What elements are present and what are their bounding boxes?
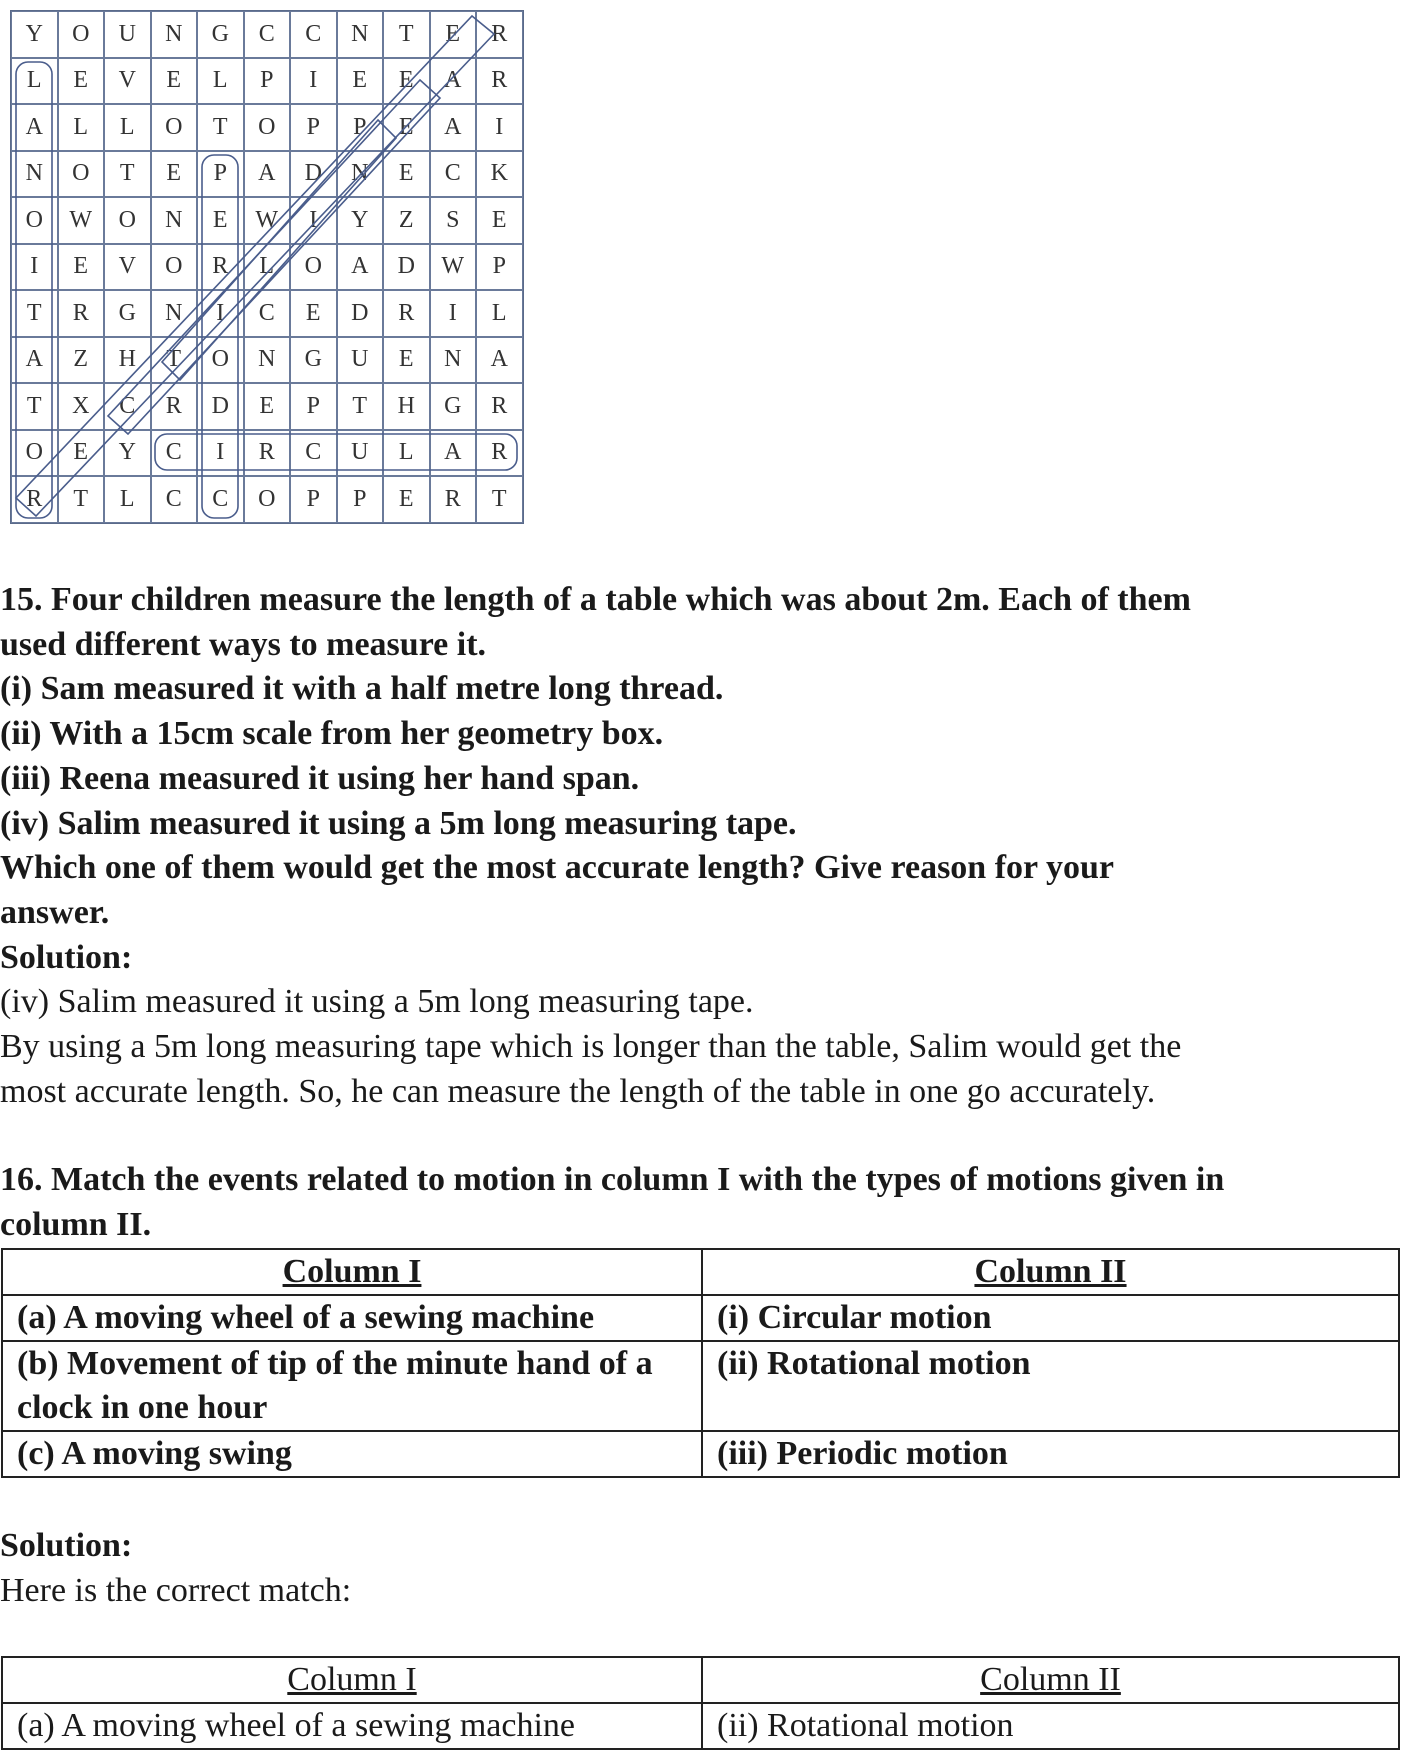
grid-cell: C: [151, 430, 198, 477]
grid-cell: P: [197, 151, 244, 198]
grid-cell: A: [11, 337, 58, 384]
grid-cell: V: [104, 58, 151, 105]
match-table: [1, 1248, 1400, 1478]
grid-cell: W: [430, 244, 477, 291]
grid-cell: O: [58, 11, 105, 58]
grid-cell: L: [104, 104, 151, 151]
grid-cell: V: [104, 244, 151, 291]
q15-line: answer.: [0, 893, 110, 931]
q15-solution-line: By using a 5m long measuring tape which is longer than the table, Salim would get the: [0, 1028, 1182, 1066]
grid-cell: T: [11, 290, 58, 337]
grid-cell: A: [476, 337, 523, 384]
q16-solution-label: Solution:: [0, 1527, 133, 1564]
q16-solution-intro: Here is the correct match:: [0, 1571, 352, 1609]
grid-cell: H: [104, 337, 151, 384]
grid-cell: O: [244, 104, 291, 151]
q15-option-i: (i) Sam measured it with a half metre long thread.: [0, 670, 724, 708]
grid-cell: A: [337, 244, 384, 291]
grid-cell: L: [104, 476, 151, 523]
grid-cell: O: [151, 104, 198, 151]
grid-cell: D: [197, 383, 244, 430]
grid-cell: R: [383, 290, 430, 337]
grid-cell: E: [151, 151, 198, 198]
table-header-row: [2, 1249, 1399, 1295]
grid-cell: K: [476, 151, 523, 198]
table-row: [2, 1431, 1399, 1477]
grid-cell: Z: [383, 197, 430, 244]
q16-line: column II.: [0, 1205, 152, 1243]
grid-cell: L: [11, 58, 58, 105]
grid-cell: A: [430, 104, 477, 151]
question-16: [0, 1158, 1401, 1247]
q16-line: 16. Match the events related to motion in column I with the types of motions given in: [0, 1161, 1225, 1198]
grid-cell: W: [58, 197, 105, 244]
grid-cell: T: [476, 476, 523, 523]
grid-cell: R: [476, 383, 523, 430]
grid-cell: N: [337, 151, 384, 198]
grid-cell: I: [290, 58, 337, 105]
grid-cell: A: [430, 58, 477, 105]
grid-cell: E: [383, 476, 430, 523]
grid-cell: L: [383, 430, 430, 477]
table-row: [2, 1341, 1399, 1431]
grid-cell: R: [430, 476, 477, 523]
q15-line: Which one of them would get the most accurate length? Give reason for your: [0, 849, 1115, 887]
grid-cell: A: [244, 151, 291, 198]
table-cell: (c) A moving swing: [2, 1431, 702, 1477]
grid-cell: C: [244, 290, 291, 337]
table-cell: (i) Circular motion: [702, 1295, 1399, 1341]
grid-cell: N: [151, 197, 198, 244]
grid-cell: U: [337, 430, 384, 477]
grid-cell: C: [244, 11, 291, 58]
grid-cell: R: [11, 476, 58, 523]
grid-cell: C: [104, 383, 151, 430]
table-cell: (ii) Rotational motion: [702, 1341, 1399, 1431]
grid-cell: C: [197, 476, 244, 523]
q15-solution-line: most accurate length. So, he can measure the length of the table in one go accurately.: [0, 1072, 1156, 1110]
grid-cell: I: [11, 244, 58, 291]
grid-cell: P: [476, 244, 523, 291]
grid-cell: I: [430, 290, 477, 337]
grid-cell: N: [337, 11, 384, 58]
grid-cell: E: [337, 58, 384, 105]
grid-cell: U: [337, 337, 384, 384]
grid-cell: R: [244, 430, 291, 477]
grid-cell: L: [476, 290, 523, 337]
grid-cell: H: [383, 383, 430, 430]
grid-cell: I: [290, 197, 337, 244]
grid-cell: O: [151, 244, 198, 291]
grid-cell: O: [104, 197, 151, 244]
grid-cell: C: [290, 430, 337, 477]
grid-cell: T: [197, 104, 244, 151]
grid-cell: E: [290, 290, 337, 337]
q15-option-iv: (iv) Salim measured it using a 5m long measuring tape.: [0, 804, 797, 842]
q15-line: used different ways to measure it.: [0, 625, 487, 663]
grid-cell: L: [244, 244, 291, 291]
grid-cell: O: [11, 197, 58, 244]
grid-cell: O: [197, 337, 244, 384]
grid-cell: T: [104, 151, 151, 198]
grid-cell: O: [11, 430, 58, 477]
grid-cell: P: [244, 58, 291, 105]
grid-cell: P: [290, 383, 337, 430]
header-column-2: Column II: [702, 1249, 1399, 1295]
grid-cell: C: [290, 11, 337, 58]
grid-cell: O: [58, 151, 105, 198]
q15-option-iii: (iii) Reena measured it using her hand span.: [0, 759, 640, 797]
q15-option-ii: (ii) With a 15cm scale from her geometry box.: [0, 715, 664, 753]
grid-cell: O: [244, 476, 291, 523]
grid-cell: C: [430, 151, 477, 198]
grid-cell: D: [337, 290, 384, 337]
header-column-1: Column I: [2, 1249, 702, 1295]
grid-cell: W: [244, 197, 291, 244]
grid-cell: A: [11, 104, 58, 151]
grid-cell: L: [197, 58, 244, 105]
q15-solution-label: Solution:: [0, 938, 133, 976]
table-row: [2, 1295, 1399, 1341]
grid-cell: L: [58, 104, 105, 151]
word-search-grid: [10, 10, 524, 524]
grid-cell: Z: [58, 337, 105, 384]
table-cell: (a) A moving wheel of a sewing machine: [2, 1295, 702, 1341]
q15-line: 15. Four children measure the length of a table which was about 2m. Each of them: [0, 581, 1191, 618]
grid-cell: O: [290, 244, 337, 291]
grid-cell: U: [104, 11, 151, 58]
grid-cell: T: [337, 383, 384, 430]
grid-cell: P: [290, 476, 337, 523]
question-15: [0, 578, 1401, 1114]
grid-cell: R: [197, 244, 244, 291]
header-column-2: Column II: [702, 1657, 1399, 1703]
table-header-row: [2, 1657, 1399, 1703]
grid-cell: E: [383, 337, 430, 384]
grid-cell: N: [151, 290, 198, 337]
word-search-puzzle: [10, 10, 522, 522]
grid-cell: R: [476, 11, 523, 58]
grid-cell: D: [290, 151, 337, 198]
grid-cell: E: [430, 11, 477, 58]
q15-solution-line: (iv) Salim measured it using a 5m long measuring tape.: [0, 983, 754, 1021]
grid-cell: E: [383, 58, 430, 105]
answer-table: [1, 1656, 1400, 1750]
grid-cell: E: [58, 58, 105, 105]
table-cell: (b) Movement of tip of the minute hand of a clock in one hour: [2, 1341, 702, 1431]
grid-cell: T: [58, 476, 105, 523]
grid-cell: Y: [11, 11, 58, 58]
grid-cell: I: [476, 104, 523, 151]
grid-cell: P: [290, 104, 337, 151]
grid-cell: T: [383, 11, 430, 58]
grid-cell: C: [151, 476, 198, 523]
grid-cell: E: [244, 383, 291, 430]
grid-cell: Y: [104, 430, 151, 477]
grid-cell: P: [337, 476, 384, 523]
grid-cell: E: [58, 430, 105, 477]
grid-cell: X: [58, 383, 105, 430]
grid-cell: R: [476, 430, 523, 477]
grid-cell: R: [58, 290, 105, 337]
grid-cell: G: [197, 11, 244, 58]
grid-cell: E: [197, 197, 244, 244]
table-cell: (iii) Periodic motion: [702, 1431, 1399, 1477]
table-row: [2, 1703, 1399, 1749]
grid-cell: G: [430, 383, 477, 430]
grid-cell: T: [11, 383, 58, 430]
header-column-1: Column I: [2, 1657, 702, 1703]
grid-cell: I: [197, 290, 244, 337]
q16-solution: [0, 1524, 1401, 1613]
grid-cell: P: [337, 104, 384, 151]
table-cell: (a) A moving wheel of a sewing machine: [2, 1703, 702, 1749]
grid-cell: A: [430, 430, 477, 477]
grid-cell: I: [197, 430, 244, 477]
grid-cell: R: [476, 58, 523, 105]
grid-cell: Y: [337, 197, 384, 244]
grid-cell: N: [430, 337, 477, 384]
grid-cell: T: [151, 337, 198, 384]
grid-cell: E: [58, 244, 105, 291]
grid-cell: G: [290, 337, 337, 384]
grid-cell: S: [430, 197, 477, 244]
grid-cell: N: [11, 151, 58, 198]
grid-cell: R: [151, 383, 198, 430]
grid-cell: D: [383, 244, 430, 291]
grid-cell: N: [244, 337, 291, 384]
grid-cell: E: [383, 151, 430, 198]
grid-cell: E: [476, 197, 523, 244]
grid-cell: G: [104, 290, 151, 337]
grid-cell: E: [383, 104, 430, 151]
grid-cell: E: [151, 58, 198, 105]
table-cell: (ii) Rotational motion: [702, 1703, 1399, 1749]
grid-cell: N: [151, 11, 198, 58]
